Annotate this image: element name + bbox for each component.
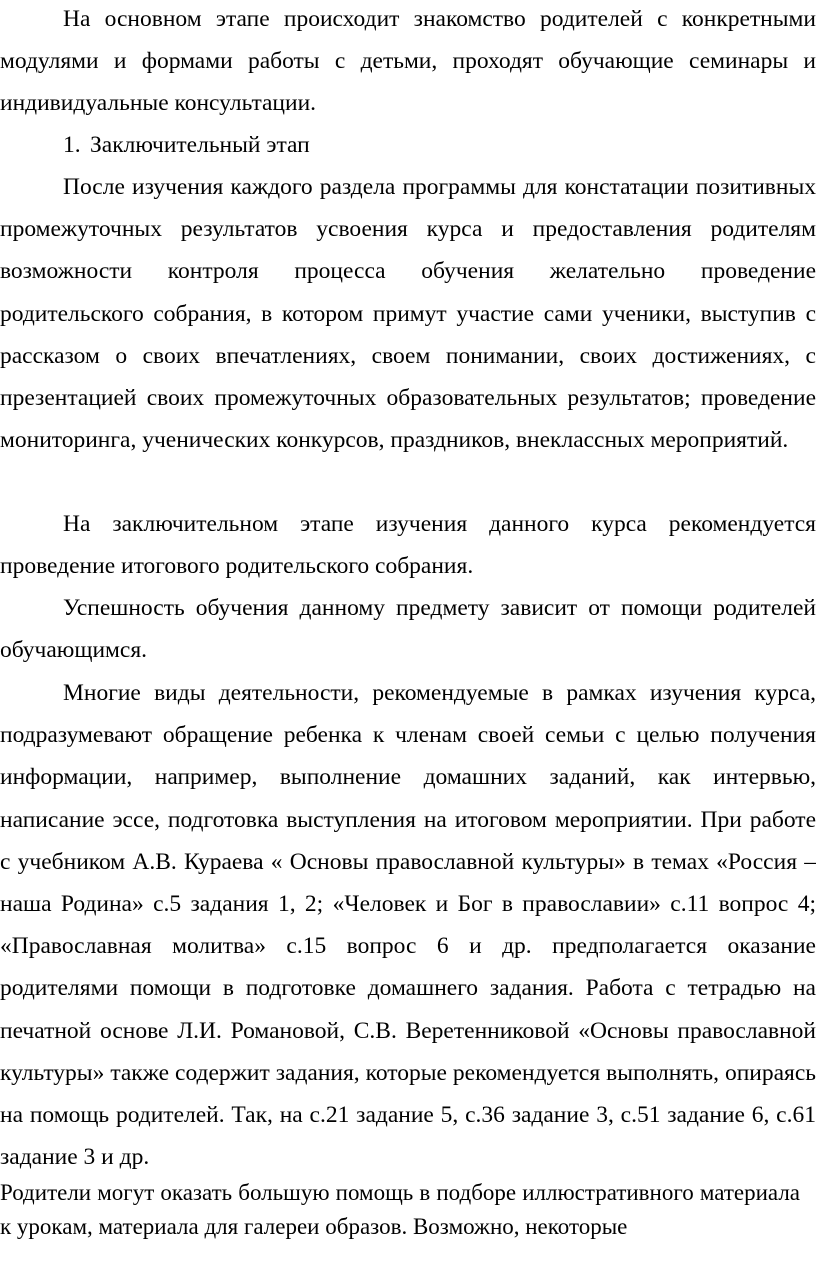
section-heading-text: Заключительный этап	[90, 132, 310, 158]
paragraph-after-study: После изучения каждого раздела программы для констатации позитивных промежуточных результатов усвоения курса и предоставления родителям возможности контроля процесса обучения желательно проведение родительского собрания, в котором примут участие сами ученики, выступив с рассказом о своих впечатлениях, своем понимании, своих достижениях, с презентацией своих промежуточных образовательных результатов; проведение мониторинга, ученических конкурсов, праздников, внеклассных мероприятий.	[0, 174, 816, 454]
paragraph-parents-help: Родители могут оказать большую помощь в подборе иллюстративного материала к урокам, материала для галереи образов. Возможно, некоторые	[0, 1180, 800, 1239]
paragraph-success: Успешность обучения данному предмету зависит от помощи родителей обучающимся.	[0, 595, 816, 664]
paragraph-activities: Многие виды деятельности, рекомендуемые в рамках изучения курса, подразумевают обращение ребенка к членам своей семьи с целью получения информации, например, выполнение домашних заданий, как интервью, написание эссе, подготовка выступления на итоговом мероприятии. При работе с учебником А.В. Кураева « Основы православной культуры» в темах «Россия – наша Родина» с.5 задания 1, 2; «Человек и Бог в православии» с.11 вопрос 4; «Православная молитва» с.15 вопрос 6 и др. предполагается оказание родителями помощи в подготовке домашнего задания. Работа с тетрадью на печатной основе Л.И. Романовой, С.В. Веретенниковой «Основы православной культуры» также содержит задания, которые рекомендуется выполнять, опираясь на помощь родителей. Так, на с.21 задание 5, с.36 задание 3, с.51 задание 6, с.61 задание 3 и др.	[0, 680, 816, 1171]
section-heading	[63, 124, 310, 166]
section-heading-number: 1.	[63, 132, 81, 158]
paragraph-main-stage: На основном этапе происходит знакомство родителей с конкретными модулями и формами работы с детьми, проходят обучающие семинары и индивидуальные консультации.	[0, 6, 816, 117]
paragraph-final-stage: На заключительном этапе изучения данного курса рекомендуется проведение итогового родительского собрания.	[0, 511, 816, 580]
